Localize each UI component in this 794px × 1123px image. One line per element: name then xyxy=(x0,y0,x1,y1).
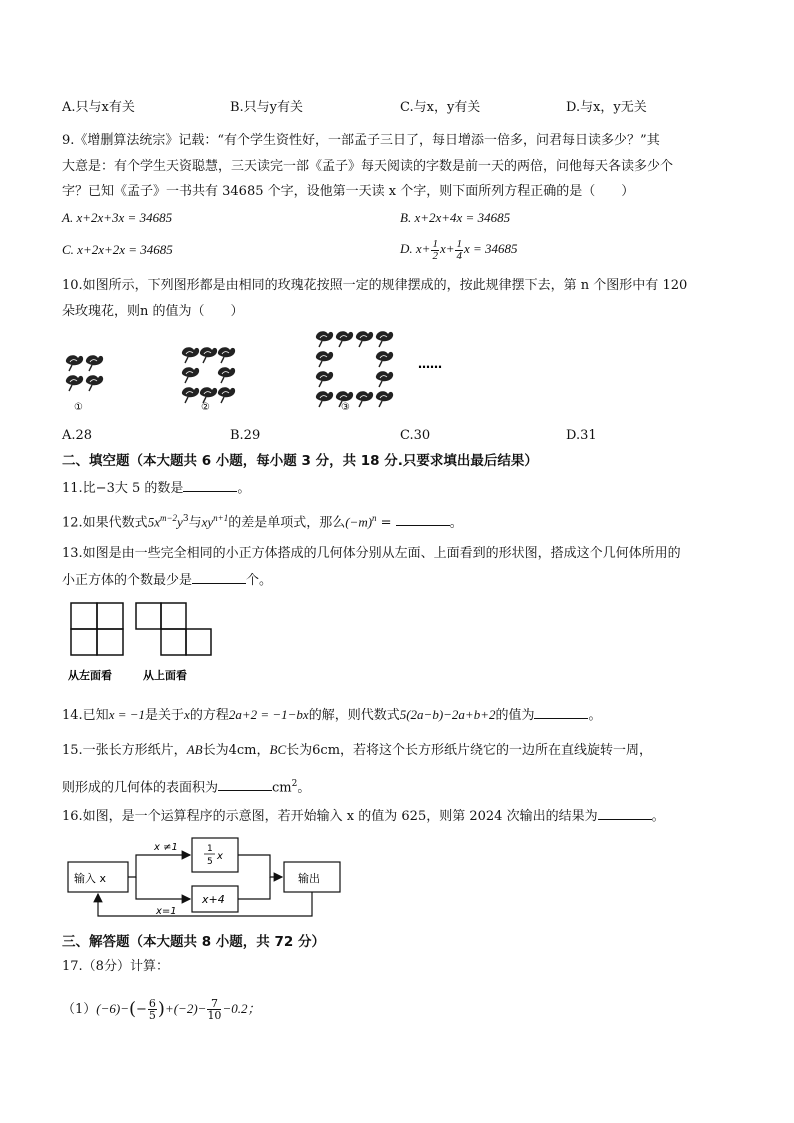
flow-cond-bottom: x=1 xyxy=(156,906,177,917)
q9-d-suffix: x = 34685 xyxy=(463,241,518,256)
q11: 11.比−3大 5 的数是 。 xyxy=(62,481,251,496)
flow-frac-num: 1 xyxy=(207,844,213,854)
label-left-view: 从左面看 xyxy=(68,669,112,682)
q12: 12.如果代数式$5x^{m-2}y^3$与$xy^{n+1}$的差是单项式，那么$(-m)^n$ = 。 xyxy=(62,513,463,531)
q8-option-d: D.与x，y无关 xyxy=(566,100,647,115)
top-view-figure xyxy=(136,603,211,655)
q10-option-b: B.29 xyxy=(230,428,261,443)
q9-d-prefix: D. x+ xyxy=(400,241,431,256)
q14-answer-blank[interactable] xyxy=(534,706,588,719)
q9-d-frac2: $\frac{1}{4}$ xyxy=(456,237,462,262)
q13-line2: 小正方体的个数最少是 个。 xyxy=(62,573,273,588)
q8-option-c: C.与x，y有关 xyxy=(400,100,481,115)
fig-label-1: ① xyxy=(74,402,83,413)
q10-line1: 10.如图所示，下列图形都是由相同的玫瑰花按照一定的规律摆成的，按此规律摆下去，第 n 个图形中有 120 xyxy=(62,278,688,293)
q9-line3: 字？已知《孟子》一书共有 34685 个字，设他第一天读 x 个字，则下面所列方程正确的是（ ） xyxy=(62,184,635,199)
q9-line1: 9.《增删算法统宗》记载：“有个学生资性好，一部孟子三日了，每日增添一倍多，问君每日读多少？”其 xyxy=(62,133,660,148)
flow-output-label: 输出 xyxy=(298,872,320,885)
q8-option-b: B.只与y有关 xyxy=(230,100,304,115)
flow-input-label: 输入 x xyxy=(74,872,107,885)
fig-label-3: ③ xyxy=(341,402,350,413)
q9-option-d xyxy=(400,234,518,264)
q9-option-a: A. x+2x+3x = 34685 xyxy=(62,210,173,225)
q12-answer-blank[interactable] xyxy=(396,513,450,526)
rose-figure-1 xyxy=(66,355,103,413)
flow-frac-den: 5 xyxy=(207,857,213,867)
q10-option-c: C.30 xyxy=(400,428,431,443)
q9-line2: 大意是：有个学生天资聪慧，三天读完一部《孟子》每天阅读的字数是前一天的两倍，问他每天各读多少个 xyxy=(62,159,674,174)
q10-option-a: A.28 xyxy=(62,428,93,443)
q15-line1: 15.一张长方形纸片，AB长为4cm，BC长为6cm，若将这个长方形纸片绕它的一边所在直线旋转一周， xyxy=(62,742,653,758)
flow-divide-box xyxy=(192,838,238,872)
flow-add-label: x+4 xyxy=(202,893,225,906)
q16-flowchart xyxy=(64,834,354,920)
label-top-view: 从上面看 xyxy=(143,669,187,682)
q9-option-c: C. x+2x+2x = 34685 xyxy=(62,242,173,257)
q17-frac1: $\frac{6}{5}$ xyxy=(148,997,156,1022)
q8-option-a: A.只与x有关 xyxy=(62,100,135,115)
q17-part1: （1）(−6)−(− $\frac{6}{5}$ )+(−2)− $\frac{7}{10}$ −0.2； xyxy=(62,997,261,1022)
q9-d-mid: x+ xyxy=(439,241,455,256)
q13-view-figures xyxy=(66,600,226,690)
q15-line2: 则形成的几何体的表面积为 $cm^2$。 xyxy=(62,779,311,796)
left-view-figure xyxy=(71,603,123,655)
flow-cond-top: x ≠1 xyxy=(154,842,178,853)
rose-figure-3 xyxy=(316,331,393,413)
q17-frac2: $\frac{7}{10}$ xyxy=(207,997,222,1022)
q10-option-d: D.31 xyxy=(566,428,597,443)
q17-title: 17.（8分）计算： xyxy=(62,959,169,974)
section3-heading: 三、解答题（本大题共 8 小题，共 72 分） xyxy=(62,934,325,950)
flow-frac-var: x xyxy=(217,851,223,862)
q13-answer-blank[interactable] xyxy=(192,571,246,584)
q10-rose-figures xyxy=(60,326,480,418)
q9-d-frac1: $\frac{1}{2}$ xyxy=(432,237,438,262)
q15-answer-blank[interactable] xyxy=(218,778,272,791)
fig-label-2: ② xyxy=(201,402,210,413)
q14: 14.已知x = −1是关于x的方程2a+2 = −1−bx的解，则代数式5(2a−b)−2a+b+2的值为 。 xyxy=(62,707,602,723)
q9-option-b: B. x+2x+4x = 34685 xyxy=(400,210,511,225)
fig-ellipsis: …… xyxy=(418,357,442,371)
section2-heading: 二、填空题（本大题共 6 小题，每小题 3 分，共 18 分.只要求填出最后结果） xyxy=(62,453,538,469)
q11-answer-blank[interactable] xyxy=(183,479,237,492)
q16: 16.如图，是一个运算程序的示意图，若开始输入 x 的值为 625，则第 2024 次输出的结果为 。 xyxy=(62,809,665,824)
q10-line2: 朵玫瑰花，则n 的值为（ ） xyxy=(62,304,244,319)
q16-answer-blank[interactable] xyxy=(598,807,652,820)
q13-line1: 13.如图是由一些完全相同的小正方体搭成的几何体分别从左面、上面看到的形状图，搭成这个几何体所用的 xyxy=(62,546,681,561)
rose-figure-2 xyxy=(182,347,235,413)
